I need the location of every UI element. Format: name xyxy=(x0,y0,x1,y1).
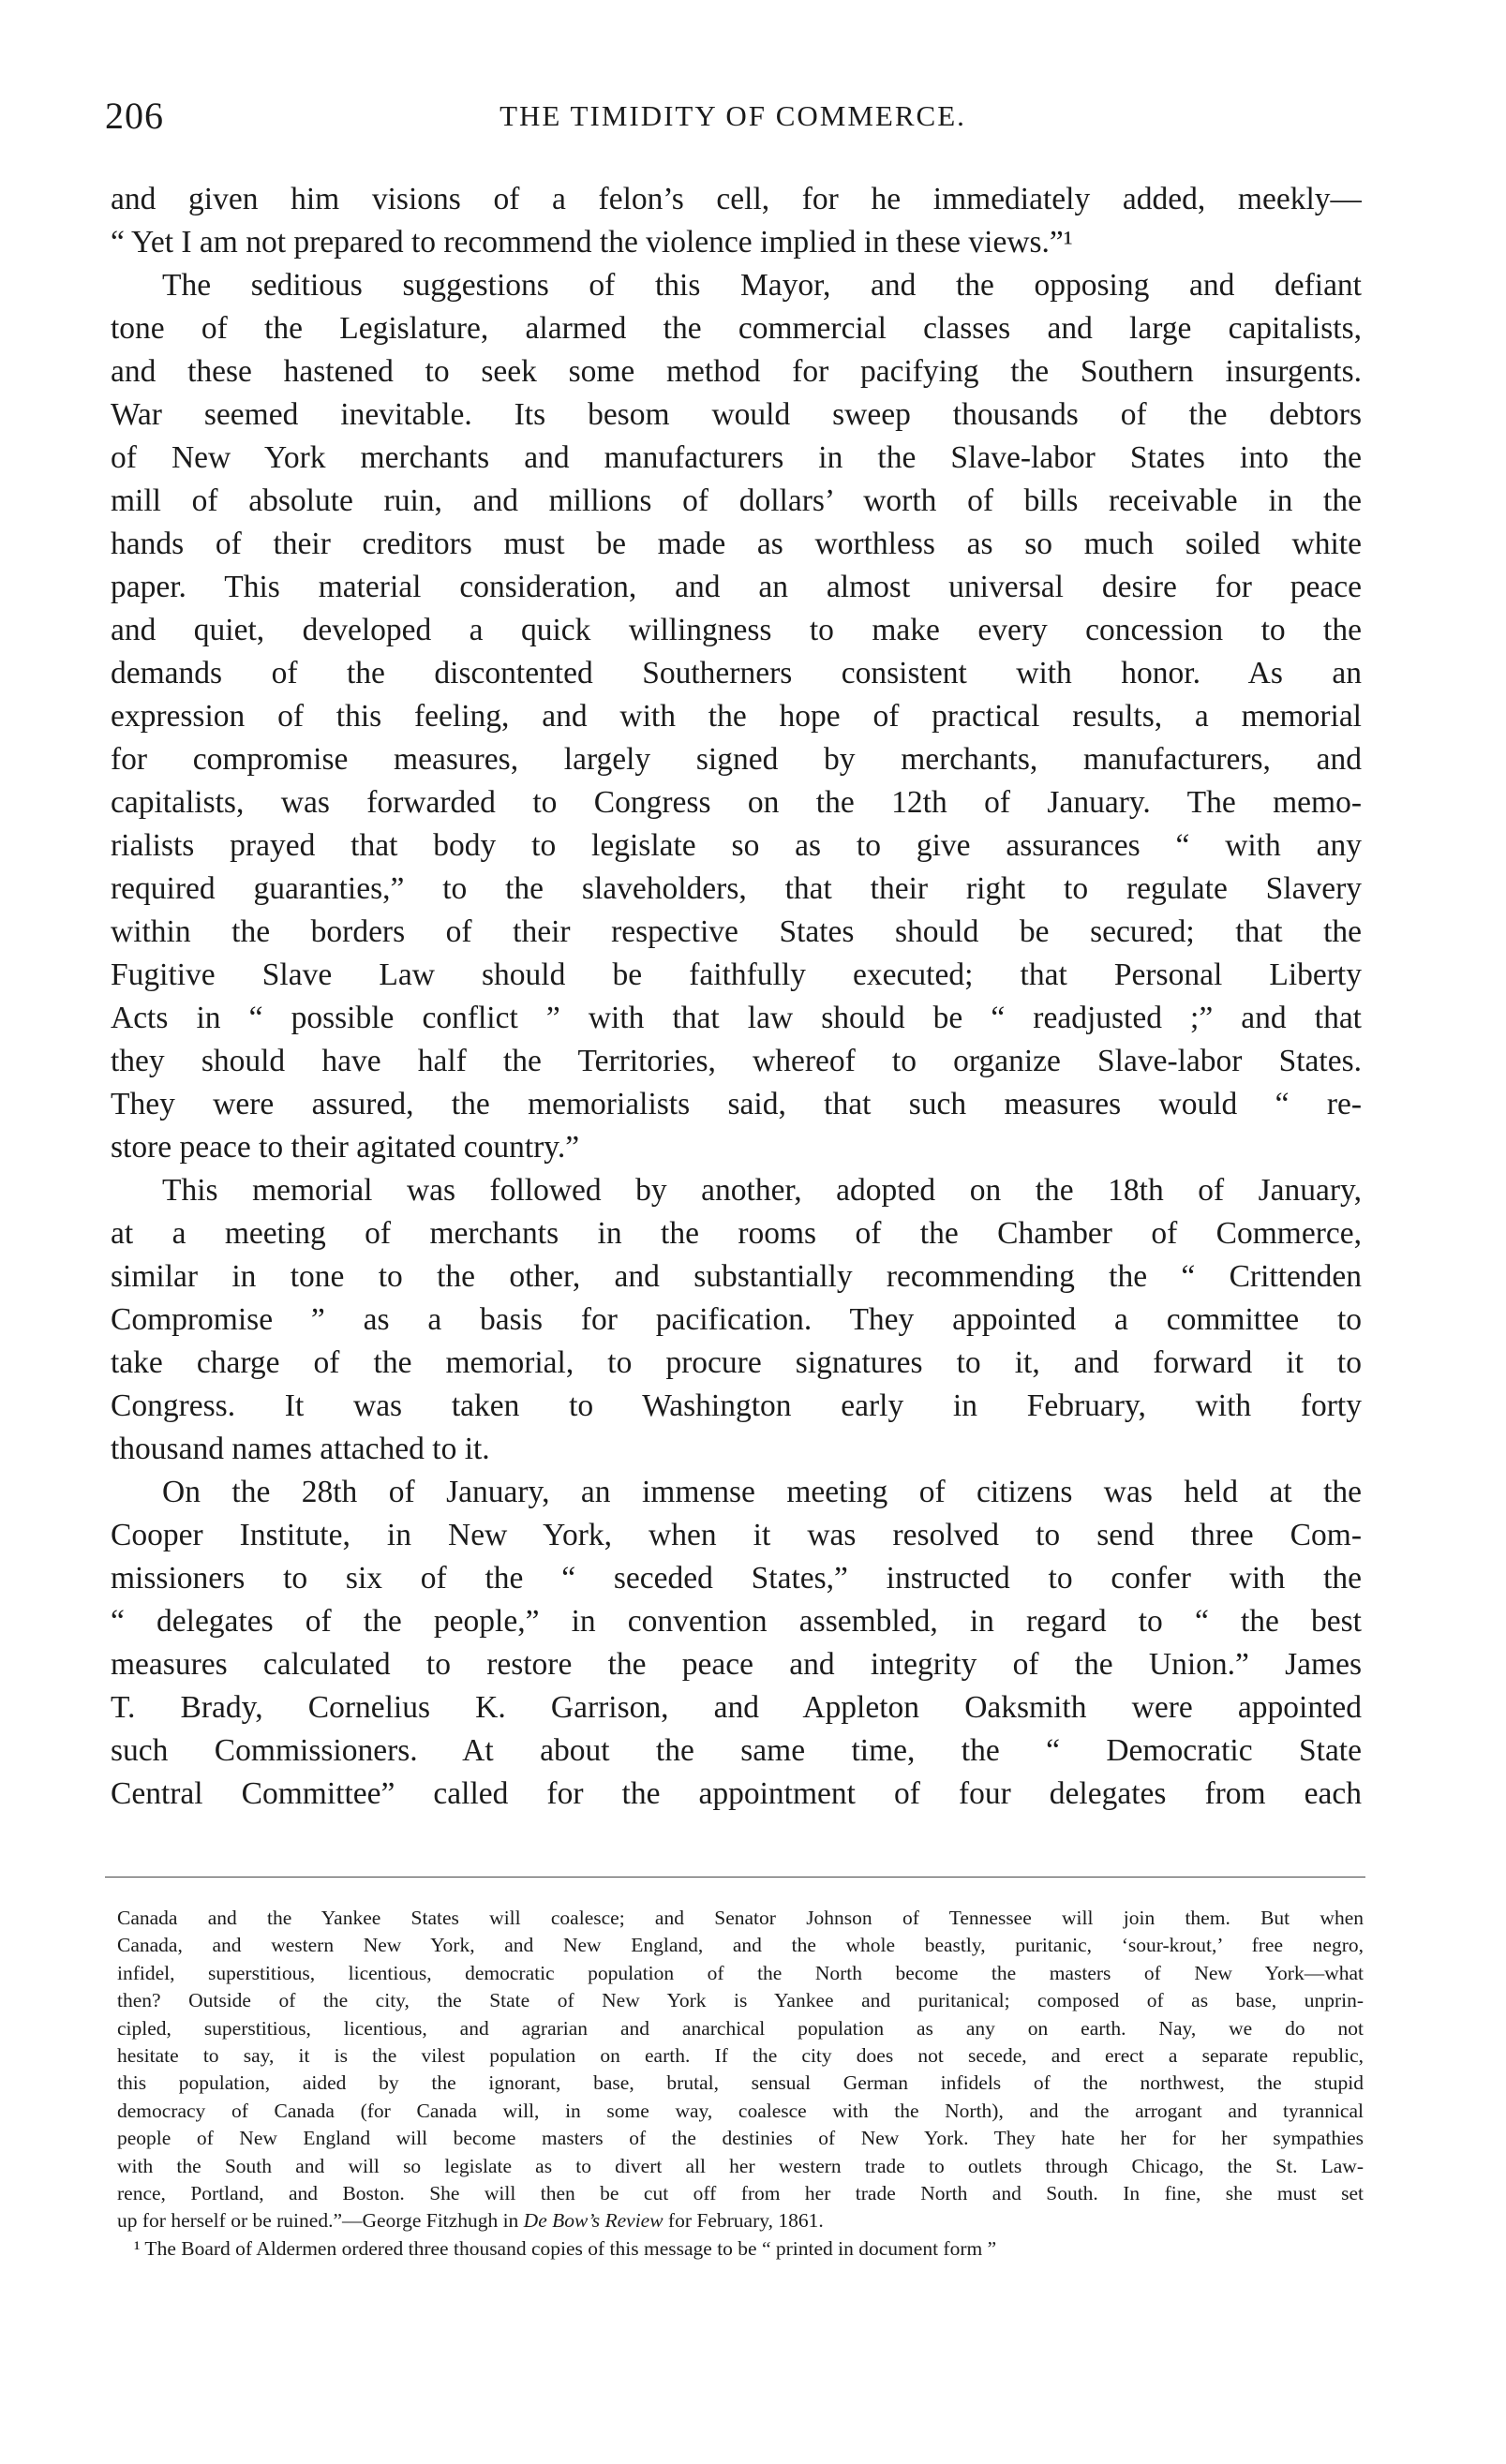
footnote-line: democracy of Canada (for Canada will, in some way, coalesce with the North), and the arrogant and tyrannical xyxy=(117,2099,1364,2122)
journal-title: De Bow’s Review xyxy=(523,2209,664,2233)
body-line: They were assured, the memorialists said, that such measures would “ re- xyxy=(111,1087,1362,1121)
body-line: and these hastened to seek some method for pacifying the Southern insurgents. xyxy=(111,354,1362,389)
body-line: for compromise measures, largely signed by merchants, manufacturers, and xyxy=(111,742,1362,777)
body-line: War seemed inevitable. Its besom would sweep thousands of the debtors xyxy=(111,397,1362,432)
body-line: “ Yet I am not prepared to recommend the violence implied in these views.”¹ xyxy=(111,225,1073,260)
body-line: Compromise ” as a basis for pacification. They appointed a committee to xyxy=(111,1302,1362,1337)
footnotes xyxy=(117,1905,1364,2263)
footnote-line: people of New England will become masters of the destinies of New York. They hate her for her sympathies xyxy=(117,2127,1364,2150)
body-line: On the 28th of January, an immense meeting of citizens was held at the xyxy=(162,1475,1362,1509)
body-text xyxy=(111,178,1362,1816)
footnote-line: cipled, superstitious, licentious, and agrarian and anarchical population as any on earth. Nay, we do not xyxy=(117,2016,1364,2040)
body-line: mill of absolute ruin, and millions of dollars’ worth of bills receivable in the xyxy=(111,483,1362,518)
page-number: 206 xyxy=(105,95,164,137)
body-line: The seditious suggestions of this Mayor, and the opposing and defiant xyxy=(162,268,1362,303)
body-line: and quiet, developed a quick willingness to make every concession to the xyxy=(111,613,1362,647)
body-line: tone of the Legislature, alarmed the commercial classes and large capitalists, xyxy=(111,311,1362,346)
footnote-line: rence, Portland, and Boston. She will then be cut off from her trade North and South. In fine, she must set xyxy=(117,2181,1364,2204)
body-line: at a meeting of merchants in the rooms of the Chamber of Commerce, xyxy=(111,1216,1362,1251)
body-line: within the borders of their respective States should be secured; that the xyxy=(111,914,1362,949)
citation-date: for February, 1861. xyxy=(663,2209,824,2233)
body-line: measures calculated to restore the peace and integrity of the Union.” James xyxy=(111,1647,1362,1682)
body-line: This memorial was followed by another, adopted on the 18th of January, xyxy=(162,1173,1362,1208)
body-line: Central Committee” called for the appointment of four delegates from each xyxy=(111,1776,1362,1811)
body-line: paper. This material consideration, and an almost universal desire for peace xyxy=(111,570,1362,604)
body-line: missioners to six of the “ seceded States,” instructed to confer with the xyxy=(111,1561,1362,1596)
body-line: thousand names attached to it. xyxy=(111,1432,490,1466)
body-line: and given him visions of a felon’s cell, for he immediately added, meekly— xyxy=(111,182,1362,216)
body-line: “ delegates of the people,” in convention assembled, in regard to “ the best xyxy=(111,1604,1362,1639)
footnote-line: with the South and will so legislate as to divert all her western trade to outlets through Chicago, the St. Law- xyxy=(117,2154,1364,2177)
running-head: THE TIMIDITY OF COMMERCE. xyxy=(500,99,966,132)
body-line: expression of this feeling, and with the hope of practical results, a memorial xyxy=(111,699,1362,734)
body-line: required guaranties,” to the slaveholders, that their right to regulate Slavery xyxy=(111,871,1362,906)
body-line: similar in tone to the other, and substantially recommending the “ Crittenden xyxy=(111,1259,1362,1294)
footnote-line: Canada, and western New York, and New England, and the whole beastly, puritanic, ‘sour-krout,’ free negro, xyxy=(117,1934,1364,1957)
body-line: rialists prayed that body to legislate so as to give assurances “ with any xyxy=(111,828,1362,863)
footnote-line: infidel, superstitious, licentious, democratic population of the North become the masters of New York—what xyxy=(117,1961,1364,1984)
body-line: Congress. It was taken to Washington early in February, with forty xyxy=(111,1388,1362,1423)
footnote-divider xyxy=(105,1877,1365,1878)
footnote-line: then? Outside of the city, the State of New York is Yankee and puritanical; composed of as base, unprin- xyxy=(117,1989,1364,2012)
body-line: such Commissioners. At about the same time, the “ Democratic State xyxy=(111,1733,1362,1768)
body-line: capitalists, was forwarded to Congress on the 12th of January. The memo- xyxy=(111,785,1362,820)
body-line: store peace to their agitated country.” xyxy=(111,1130,580,1165)
body-line: Acts in “ possible conflict ” with that law should be “ readjusted ;” and that xyxy=(111,1001,1362,1035)
body-line: hands of their creditors must be made as worthless as so much soiled white xyxy=(111,527,1362,561)
body-line: they should have half the Territories, whereof to organize Slave-labor States. xyxy=(111,1044,1362,1078)
body-line: Cooper Institute, in New York, when it was resolved to send three Com- xyxy=(111,1518,1362,1552)
body-line: take charge of the memorial, to procure signatures to it, and forward it to xyxy=(111,1345,1362,1380)
page-header xyxy=(105,94,1361,150)
footnote-line: Canada and the Yankee States will coalesce; and Senator Johnson of Tennessee will join them. But when xyxy=(117,1907,1364,1929)
footnote-citation-line xyxy=(117,2207,1364,2234)
body-line: Fugitive Slave Law should be faithfully executed; that Personal Liberty xyxy=(111,957,1362,992)
footnote-1: ¹ The Board of Aldermen ordered three thousand copies of this message to be “ printed in document form ” xyxy=(134,2236,997,2260)
footnote-line: up for herself or be ruined.”—George Fitzhugh in xyxy=(117,2209,524,2233)
body-line: T. Brady, Cornelius K. Garrison, and Appleton Oaksmith were appointed xyxy=(111,1690,1362,1725)
body-line: demands of the discontented Southerners consistent with honor. As an xyxy=(111,656,1362,690)
footnote-line: this population, aided by the ignorant, base, brutal, sensual German infidels of the northwest, the stupid xyxy=(117,2071,1364,2095)
footnote-line: hesitate to say, it is the vilest population on earth. If the city does not secede, and erect a separate republic, xyxy=(117,2043,1364,2067)
body-line: of New York merchants and manufacturers in the Slave-labor States into the xyxy=(111,440,1362,475)
